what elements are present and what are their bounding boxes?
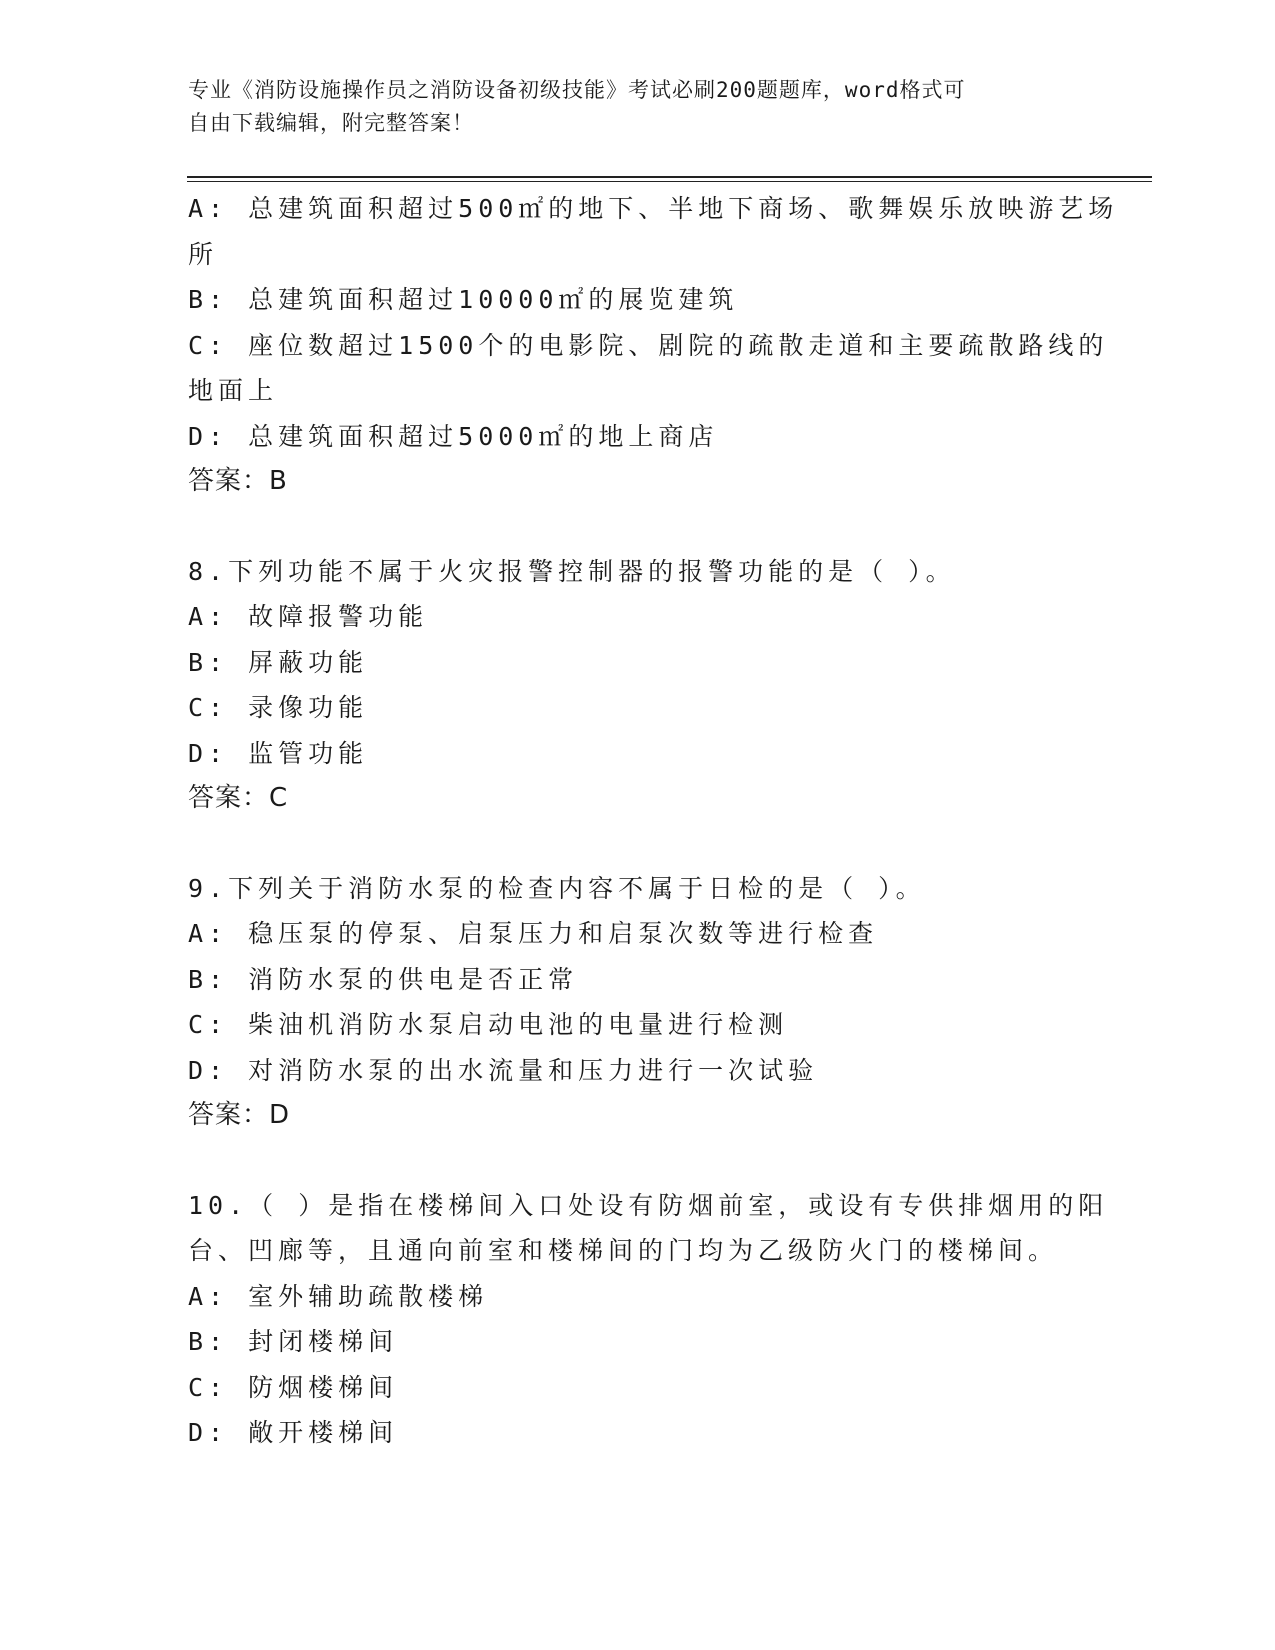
option-c-line-2: 地面上 xyxy=(188,376,279,405)
question-content xyxy=(188,186,1119,1456)
option-d: D: 总建筑面积超过5000㎡的地上商店 xyxy=(188,421,719,451)
question-7-continuation xyxy=(188,186,1119,505)
answer: 答案：D xyxy=(188,1100,291,1130)
option-a-line-2: 所 xyxy=(188,239,219,269)
answer: 答案：C xyxy=(188,783,289,813)
option-d: D: 对消防水泵的出水流量和压力进行一次试验 xyxy=(188,1055,819,1085)
question-9 xyxy=(188,866,1088,1139)
option-a-line-1: A: 总建筑面积超过500㎡的地下、半地下商场、歌舞娱乐放映游艺场 xyxy=(188,194,1119,223)
question-8 xyxy=(188,549,1088,822)
option-d: D: 敞开楼梯间 xyxy=(188,1418,399,1447)
option-c: C: 防烟楼梯间 xyxy=(188,1372,399,1402)
option-a: A: 室外辅助疏散楼梯 xyxy=(188,1281,489,1311)
question-stem: 9.下列关于消防水泵的检查内容不属于日检的是（ ）。 xyxy=(188,873,926,903)
option-b: B: 总建筑面积超过10000㎡的展览建筑 xyxy=(188,285,739,314)
option-d: D: 监管功能 xyxy=(188,738,369,768)
option-a: A: 稳压泵的停泵、启泵压力和启泵次数等进行检查 xyxy=(188,919,879,948)
document-header xyxy=(188,74,1088,140)
question-stem-line-1: 10.（ ）是指在楼梯间入口处设有防烟前室，或设有专供排烟用的阳 xyxy=(188,1190,1109,1220)
question-10 xyxy=(188,1183,1109,1456)
header-divider-thin xyxy=(187,181,1152,182)
option-b: B: 封闭楼梯间 xyxy=(188,1327,399,1356)
option-c: C: 柴油机消防水泵启动电池的电量进行检测 xyxy=(188,1010,789,1039)
question-stem: 8.下列功能不属于火灾报警控制器的报警功能的是（ ）。 xyxy=(188,556,956,586)
option-c: C: 录像功能 xyxy=(188,693,369,722)
header-title-line-2: 自由下载编辑，附完整答案！ xyxy=(188,111,474,135)
option-b: B: 屏蔽功能 xyxy=(188,647,369,677)
option-a: A: 故障报警功能 xyxy=(188,602,429,631)
option-b: B: 消防水泵的供电是否正常 xyxy=(188,964,579,994)
option-c-line-1: C: 座位数超过1500个的电影院、剧院的疏散走道和主要疏散路线的 xyxy=(188,330,1109,360)
header-divider-thick xyxy=(187,176,1152,178)
header-title-line-1: 专业《消防设施操作员之消防设备初级技能》考试必刷200题题库，word格式可 xyxy=(188,78,966,102)
answer: 答案：B xyxy=(188,466,288,496)
question-stem-line-2: 台、凹廊等，且通向前室和楼梯间的门均为乙级防火门的楼梯间。 xyxy=(188,1236,1059,1265)
